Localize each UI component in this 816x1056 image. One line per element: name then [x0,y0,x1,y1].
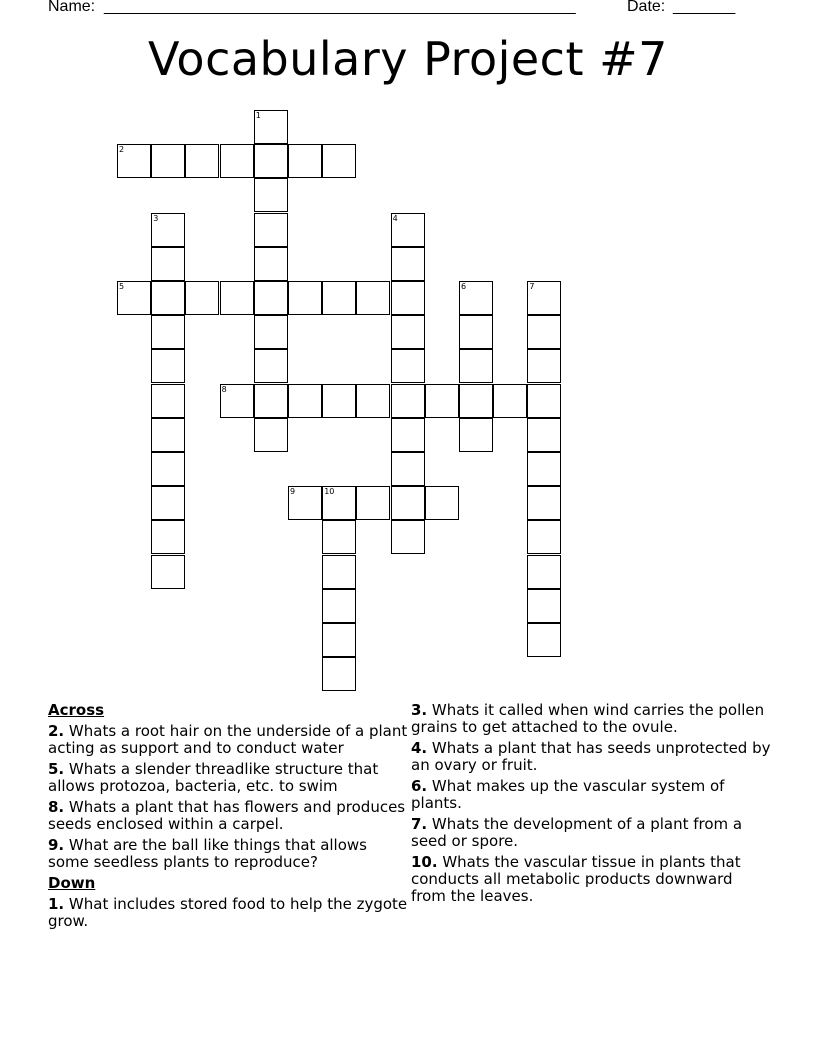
grid-cell[interactable] [459,349,493,383]
clue-number: 9 [290,487,296,497]
clue-item-text: Whats a root hair on the underside of a plant acting as support and to conduct water [48,722,408,757]
down-heading: Down [48,874,96,892]
grid-cell[interactable] [322,555,356,589]
grid-cell[interactable] [151,384,185,418]
grid-cell[interactable] [322,281,356,315]
grid-cell[interactable] [288,144,322,178]
grid-cell[interactable] [151,315,185,349]
grid-cell[interactable] [322,520,356,554]
grid-cell[interactable] [151,452,185,486]
grid-cell[interactable] [391,213,425,247]
across-heading: Across [48,701,105,719]
grid-cell[interactable] [459,418,493,452]
grid-cell[interactable] [254,144,288,178]
grid-cell[interactable] [151,144,185,178]
grid-cell[interactable] [527,349,561,383]
grid-cell[interactable] [459,384,493,418]
grid-cell[interactable] [117,144,151,178]
clue-item-text: What makes up the vascular system of plants. [411,777,725,812]
clue-number: 7 [529,282,535,291]
name-label: Name: [48,0,96,15]
clue-number: 1 [255,111,261,120]
clue-item-text: Whats a plant that has seeds unprotected by an ovary or fruit. [411,739,771,774]
grid-cell[interactable] [391,315,425,349]
date-label: Date: [627,0,666,15]
grid-cell[interactable] [322,384,356,418]
clue-item-number: 1. [48,895,65,913]
grid-cell[interactable] [391,384,425,418]
grid-cell[interactable] [425,384,459,418]
clue-item-text: What includes stored food to help the zygote grow. [48,895,408,930]
grid-cell[interactable] [254,247,288,281]
grid-cell[interactable] [288,281,322,315]
clue-item-number: 6. [411,777,428,795]
clue-item [411,816,771,850]
grid-cell[interactable] [288,384,322,418]
grid-cell[interactable] [391,486,425,520]
clue-item-number: 8. [48,798,65,816]
grid-cell[interactable] [391,452,425,486]
clue-item-text: Whats it called when wind carries the pollen grains to get attached to the ovule. [411,701,765,736]
clue-item-text: Whats the development of a plant from a seed or spore. [411,815,743,850]
grid-cell[interactable] [185,281,219,315]
grid-cell[interactable] [254,110,288,144]
grid-cell[interactable] [254,349,288,383]
clues-right-column [411,702,771,909]
grid-cell[interactable] [322,623,356,657]
clue-item [411,854,771,905]
grid-cell[interactable] [220,144,254,178]
clue-item [48,761,408,795]
grid-cell[interactable] [151,520,185,554]
grid-cell[interactable] [527,555,561,589]
clue-item [48,896,408,930]
clue-item-number: 7. [411,815,428,833]
clue-item-text: Whats a plant that has flowers and produces seeds enclosed within a carpel. [48,798,406,833]
grid-cell[interactable] [391,349,425,383]
clue-item-number: 4. [411,739,428,757]
grid-cell[interactable] [151,486,185,520]
grid-cell[interactable] [391,418,425,452]
grid-cell[interactable] [527,418,561,452]
grid-cell[interactable] [254,418,288,452]
grid-cell[interactable] [527,623,561,657]
clue-item [48,723,408,757]
grid-cell[interactable] [254,213,288,247]
page-title: Vocabulary Project #7 [148,32,668,86]
grid-cell[interactable] [151,281,185,315]
grid-cell[interactable] [151,418,185,452]
clue-number: 2 [119,145,125,155]
clue-number: 8 [221,384,227,394]
grid-cell[interactable] [459,315,493,349]
grid-cell[interactable] [254,281,288,315]
grid-cell[interactable] [151,247,185,281]
across-clue-list [48,723,408,871]
grid-cell[interactable] [527,384,561,418]
clue-item-number: 10. [411,853,438,871]
clue-item [48,799,408,833]
clue-number: 4 [392,213,398,223]
clue-number: 6 [461,282,467,291]
clue-item-text: What are the ball like things that allows some seedless plants to reproduce? [48,836,367,871]
grid-cell[interactable] [151,555,185,589]
grid-cell[interactable] [322,144,356,178]
clue-item-number: 2. [48,722,65,740]
grid-cell[interactable] [425,486,459,520]
down-clue-list-left [48,896,408,930]
clue-number: 5 [119,282,125,291]
grid-cell[interactable] [527,452,561,486]
clue-item-text: Whats the vascular tissue in plants that conducts all metabolic products downward from the leaves. [411,853,741,905]
grid-cell[interactable] [254,315,288,349]
clue-item [411,778,771,812]
clue-item-number: 5. [48,760,65,778]
grid-cell[interactable] [356,281,390,315]
grid-cell[interactable] [391,247,425,281]
grid-cell[interactable] [254,178,288,212]
clue-item [48,837,408,871]
grid-cell[interactable] [527,520,561,554]
clue-item [411,740,771,774]
grid-cell[interactable] [459,281,493,315]
clue-number: 10 [324,487,335,497]
grid-cell[interactable] [254,384,288,418]
grid-cell[interactable] [151,349,185,383]
grid-cell[interactable] [322,589,356,623]
down-clue-list-right [411,702,771,905]
grid-cell[interactable] [527,315,561,349]
date-line: _______ [673,0,736,15]
grid-cell[interactable] [391,281,425,315]
clue-number: 3 [153,213,159,223]
grid-cell[interactable] [117,281,151,315]
grid-cell[interactable] [527,281,561,315]
grid-cell[interactable] [527,486,561,520]
grid-cell[interactable] [493,384,527,418]
clue-item-number: 3. [411,701,428,719]
grid-cell[interactable] [288,486,322,520]
grid-cell[interactable] [322,486,356,520]
grid-cell[interactable] [322,657,356,691]
grid-cell[interactable] [391,520,425,554]
grid-cell[interactable] [356,384,390,418]
grid-cell[interactable] [527,589,561,623]
grid-cell[interactable] [151,213,185,247]
clues-left-column [48,702,408,934]
grid-cell[interactable] [220,384,254,418]
name-line: _____________________________________________________ [104,0,576,15]
clue-item [411,702,771,736]
grid-cell[interactable] [220,281,254,315]
grid-cell[interactable] [185,144,219,178]
clue-item-number: 9. [48,836,65,854]
clue-item-text: Whats a slender threadlike structure that allows protozoa, bacteria, etc. to swim [48,760,379,795]
grid-cell[interactable] [356,486,390,520]
